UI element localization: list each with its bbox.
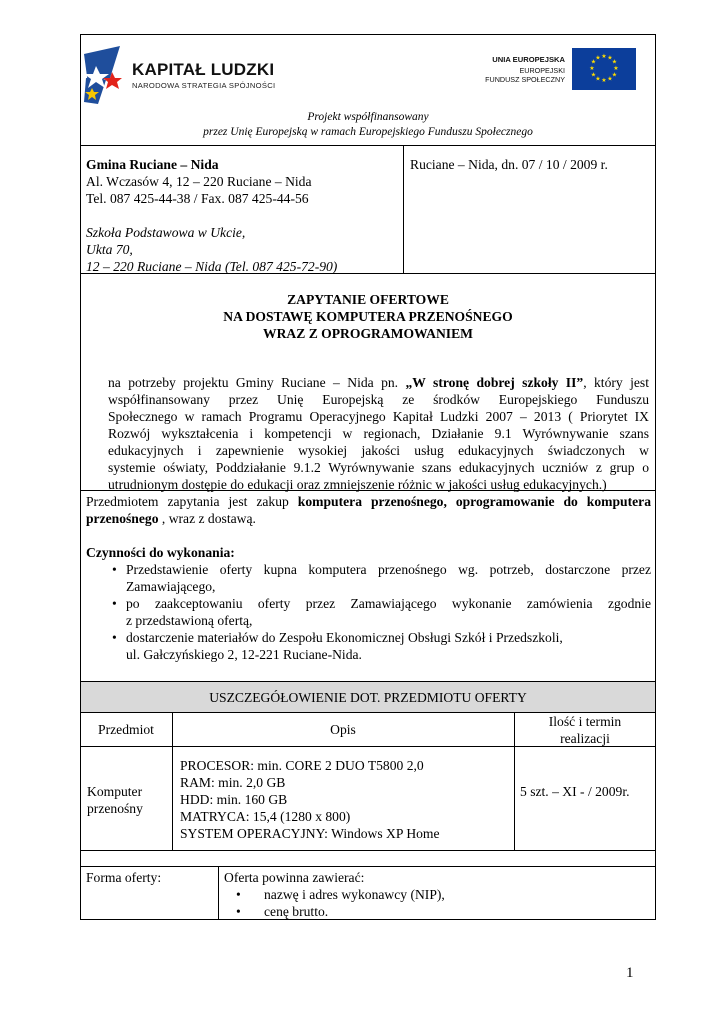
svg-text:★: ★ (611, 58, 618, 66)
intro-text-a: na potrzeby projektu Gminy Ruciane – Nida pn. (108, 375, 406, 390)
bullet-icon: • (236, 904, 241, 919)
intro-paragraph (108, 374, 649, 493)
title-line1: ZAPYTANIE OFERTOWE (287, 292, 449, 307)
list-item: • Przedstawienie oferty kupna komputera przenośnego wg. potrzeb, dostarczone przez Zamawiającego, (112, 562, 651, 594)
svg-text:★: ★ (611, 71, 618, 79)
subject-suffix: , wraz z dostawą. (158, 511, 256, 526)
project-line1: Projekt współfinansowany (307, 111, 429, 123)
svg-text:★: ★ (589, 65, 595, 72)
divider-line (80, 145, 656, 146)
svg-text:★: ★ (607, 75, 613, 83)
svg-text:★: ★ (601, 77, 607, 84)
subject-bold: przenośnego (86, 511, 159, 526)
spec-line: HDD: min. 160 GB (180, 792, 288, 807)
svg-text:★: ★ (595, 54, 601, 62)
project-line2: przez Unię Europejską w ramach Europejskiego Funduszu Społecznego (203, 126, 533, 138)
divider-line (403, 145, 404, 273)
subject-prefix: Przedmiotem zapytania jest zakup (86, 494, 298, 509)
offer-form-list (224, 886, 652, 920)
col-header-qty: Ilość i termin realizacji (548, 714, 622, 746)
intro-line: systemie oświaty, Poddziałanie 9.1.2 Wyrównywanie szans edukacyjnych uczniów z grup o (108, 460, 649, 475)
svg-text:★: ★ (613, 65, 619, 72)
intro-line: utrudnionym dostępie do edukacji oraz zmniejszenie różnic w jakości usług edukacyjnych.) (108, 477, 607, 492)
org-name: Gmina Ruciane – Nida (86, 157, 219, 172)
item-name: Komputer przenośny (87, 784, 143, 816)
spec-line: MATRYCA: 15,4 (1280 x 800) (180, 809, 351, 824)
spec-heading: USZCZEGÓŁOWIENIE DOT. PRZEDMIOTU OFERTY (209, 690, 527, 705)
col-header-desc: Opis (330, 722, 356, 737)
spec-line: RAM: min. 2,0 GB (180, 775, 286, 790)
spec-line: PROCESOR: min. CORE 2 DUO T5800 2,0 (180, 758, 424, 773)
intro-line: współfinansowany przez Unię Europejską ze środków Europejskiego Funduszu (108, 392, 649, 407)
project-name: „W stronę dobrej szkoły II” (405, 375, 584, 390)
org-street: Al. Wczasów 4, 12 – 220 Ruciane – Nida (86, 174, 312, 189)
bullet-icon: • (236, 887, 241, 902)
divider-line (80, 850, 656, 851)
document-title (80, 291, 656, 342)
list-item: • po zaakceptowaniu oferty przez Zamawiającego wykonanie zamówienia zgodnie z przedstawioną ofertą, (112, 596, 651, 628)
item-description (180, 757, 510, 842)
school-street: Ukta 70, (86, 242, 133, 257)
school-city: 12 – 220 Ruciane – Nida (Tel. 087 425-72-90) (86, 259, 338, 274)
title-line2: NA DOSTAWĘ KOMPUTERA PRZENOŚNEGO (223, 309, 513, 324)
tasks-heading: Czynności do wykonania: (86, 545, 235, 560)
title-line3: WRAZ Z OPROGRAMOWANIEM (263, 326, 473, 341)
offer-form-label: Forma oferty: (86, 870, 162, 885)
tasks-list (86, 561, 651, 663)
address-block (86, 156, 396, 275)
bullet-icon: • (112, 630, 117, 645)
school-name: Szkoła Podstawowa w Ukcie, (86, 225, 246, 240)
divider-line (218, 866, 219, 920)
intro-line: edukacyjnych i zapewnienie wysokiej jakości usług edukacyjnych świadczonych w (108, 443, 649, 458)
eu-label-line1: UNIA EUROPEJSKA (492, 55, 565, 64)
kapital-ludzki-subtitle: NARODOWA STRATEGIA SPÓJNOŚCI (132, 81, 276, 90)
item-quantity: 5 szt. – XI - / 2009r. (520, 784, 630, 799)
list-item: • dostarczenie materiałów do Zespołu Ekonomicznej Obsługi Szkół i Przedszkoli, ul. Gałczyńskiego 2, 12-221 Ruciane-Nida. (112, 630, 563, 662)
svg-text:★: ★ (590, 71, 597, 79)
spec-line: SYSTEM OPERACYJNY: Windows XP Home (180, 826, 440, 841)
svg-text:★: ★ (601, 53, 607, 60)
org-phone: Tel. 087 425-44-38 / Fax. 087 425-44-56 (86, 191, 309, 206)
svg-text:★: ★ (595, 75, 601, 83)
svg-text:★: ★ (590, 58, 597, 66)
bullet-icon: • (112, 562, 117, 577)
col-header-item: Przedmiot (98, 722, 154, 737)
subject-bold: komputera przenośnego, oprogramowanie do komputera (297, 494, 651, 509)
offer-form-intro: Oferta powinna zawierać: (224, 870, 365, 885)
intro-text-c: , który jest (583, 375, 649, 390)
eu-label-line3: FUNDUSZ SPOŁECZNY (485, 75, 565, 84)
intro-line: Społecznego w ramach Programu Operacyjnego Kapitał Ludzki 2007 – 2013 ( Priorytet IX (108, 409, 649, 424)
list-item: • cenę brutto. (236, 904, 329, 919)
list-item: • nazwę i adres wykonawcy (NIP), (236, 887, 445, 902)
intro-line: Rozwój wykształcenia i kompetencji w regionach, Działanie 9.1 Wyrównywanie szans (108, 426, 649, 441)
divider-line (80, 866, 656, 867)
place-date: Ruciane – Nida, dn. 07 / 10 / 2009 r. (410, 157, 608, 172)
svg-text:★: ★ (607, 54, 613, 62)
page-number: 1 (626, 965, 634, 981)
kapital-ludzki-title: KAPITAŁ LUDZKI (132, 60, 275, 79)
bullet-icon: • (112, 596, 117, 611)
offer-form-content (224, 869, 652, 920)
eu-label-line2: EUROPEJSKI (519, 66, 565, 75)
subject-paragraph (86, 493, 651, 527)
tasks-section (86, 544, 651, 663)
